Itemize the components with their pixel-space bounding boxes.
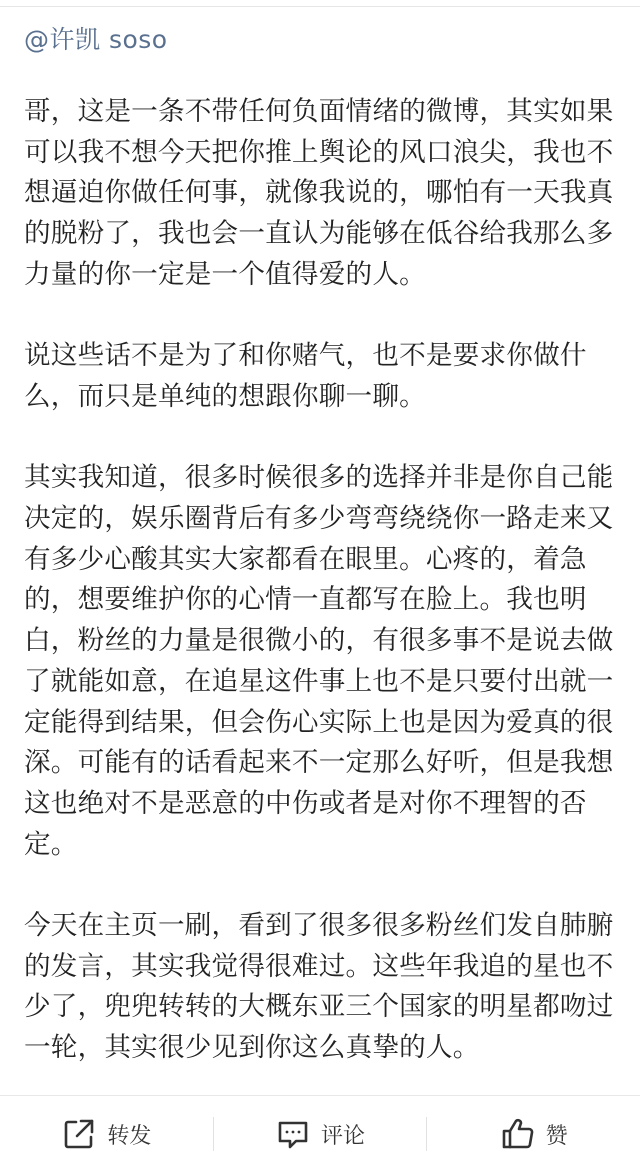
like-button[interactable] [427,1096,640,1171]
post-body [24,92,616,1094]
post-paragraph: 说这些话不是为了和你赌气，也不是要求你做什么，而只是单纯的想跟你聊一聊。 [24,340,587,412]
action-bar [0,1095,640,1171]
post-paragraph: 哥，这是一条不带任何负面情绪的微博，其实如果可以我不想今天把你推上舆论的风口浪尖，我也不想逼迫你做任何事，就像我说的，哪怕有一天我真的脱粉了，我也会一直认为能够在低谷给我那么多力量的你一定是一个值得爱的人。 [24,96,614,290]
thumbs-up-icon [500,1116,536,1152]
post-paragraph: 其实我知道，很多时候很多的选择并非是你自己能决定的，娱乐圈背后有多少弯弯绕绕你一路走来又有多少心酸其实大家都看在眼里。心疼的，着急的，想要维护你的心情一直都写在脸上。我也明白，粉丝的力量是很微小的，有很多事不是说去做了就能如意，在追星这件事上也不是只要付出就一定能得到结果，但会伤心实际上也是因为爱真的很深。可能有的话看起来不一定那么好听，但是我想这也绝对不是恶意的中伤或者是对你不理智的否定。 [24,462,614,860]
like-label: 赞 [545,1123,568,1149]
post-paragraph: 今天在主页一刷，看到了很多很多粉丝们发自肺腑的发言，其实我觉得很难过。这些年我追的星也不少了，兜兜转转的大概东亚三个国家的明星都吻过一轮，其实很少见到你这么真挚的人。 [24,910,614,1064]
top-divider [0,6,640,7]
comment-icon [275,1116,311,1152]
post-author[interactable]: @许凯 soso [24,25,168,54]
repost-label: 转发 [107,1123,152,1149]
comment-label: 评论 [321,1123,366,1149]
repost-button[interactable] [0,1096,213,1171]
repost-icon [61,1116,97,1152]
comment-button[interactable] [214,1096,427,1171]
